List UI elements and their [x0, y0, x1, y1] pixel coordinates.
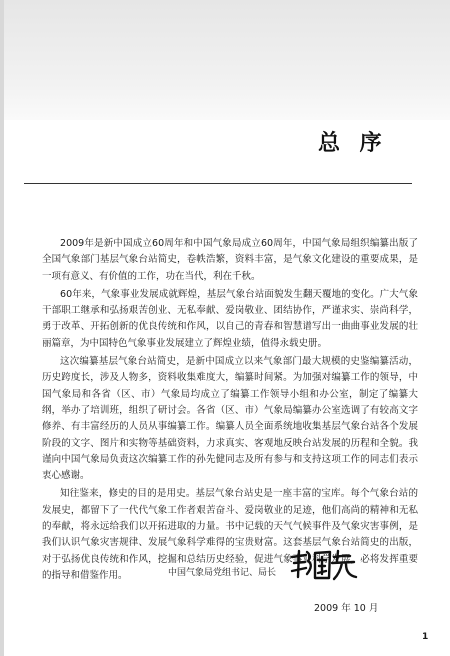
signature-date: 2009 年 10 月 — [314, 603, 379, 614]
paragraph-2: 60年来，气象事业发展成就辉煌，基层气象台站面貌发生翻天覆地的变化。广大气象干部职工继承和弘扬艰苦创业、无私奉献、爱岗敬业、团结协作，严谨求实、崇尚科学，勇于改革、开拓创新的优良传统和作风，以自己的青春和智慧谱写出一曲曲事业发展的壮丽篇章，为中国特色气象事业发展建立了辉煌业绩，值得永载史册。 — [42, 288, 418, 349]
paragraph-3: 这次编纂基层气象台站简史，是新中国成立以来气象部门最大规模的史鉴编纂活动，历史跨度长，涉及人物多，资料收集难度大，编纂时间紧。为加强对编纂工作的领导，中国气象局和各省（区、市）气象局均成立了编纂工作领导小组和办公室，制定了编纂大纲，举办了培训班，组织了研讨会。各省（区、市）气象局编纂办公室选调了有较高文字修养、有丰富经历的人员从事编纂工作。编纂人员全面系统地收集基层气象台站各个发展阶段的文字、图片和实物等基础资料，力求真实、客观地反映台站发展的历程和全貌。我谨向中国气象局负责这次编纂工作的孙先健同志及所有参与和支持这项工作的同志们表示衷心感谢。 — [42, 356, 418, 482]
paragraph-1: 2009年是新中国成立60周年和中国气象局成立60周年，中国气象局组织编纂出版了全国气象部门基层气象台站简史，卷帙浩繁，资料丰富，是气象文化建设的重要成果，是一项有意义、有价值的工作，功在当代，利在千秋。 — [42, 238, 418, 282]
page-title: 总 序 — [318, 131, 388, 156]
page-number: 1 — [422, 632, 429, 642]
signatory-title: 中国气象局党组书记、局长 — [168, 568, 277, 578]
preface-body — [42, 236, 418, 586]
paragraph-4: 知往鉴来，修史的目的是用史。基层气象台站史是一座丰富的宝库。每个气象台站的发展史，都留下了一代代气象工作者艰苦奋斗、爱岗敬业的足迹，他们高尚的精神和无私的奉献，将永远给我们以开拓进取的力量。书中记载的天气气候事件及气象灾害事例，是我们认识气象灾害规律、发展气象科学难得的宝贵财富。这套基层气象台站简史的出版，对于弘扬优良传统和作风，挖掘和总结历史经验，促进气象事业科学发展，必将发挥重要的指导和借鉴作用。 — [42, 488, 418, 581]
header-band — [0, 0, 450, 120]
title-divider — [24, 183, 412, 184]
handwritten-signature — [288, 547, 360, 583]
page-edge — [0, 0, 4, 656]
